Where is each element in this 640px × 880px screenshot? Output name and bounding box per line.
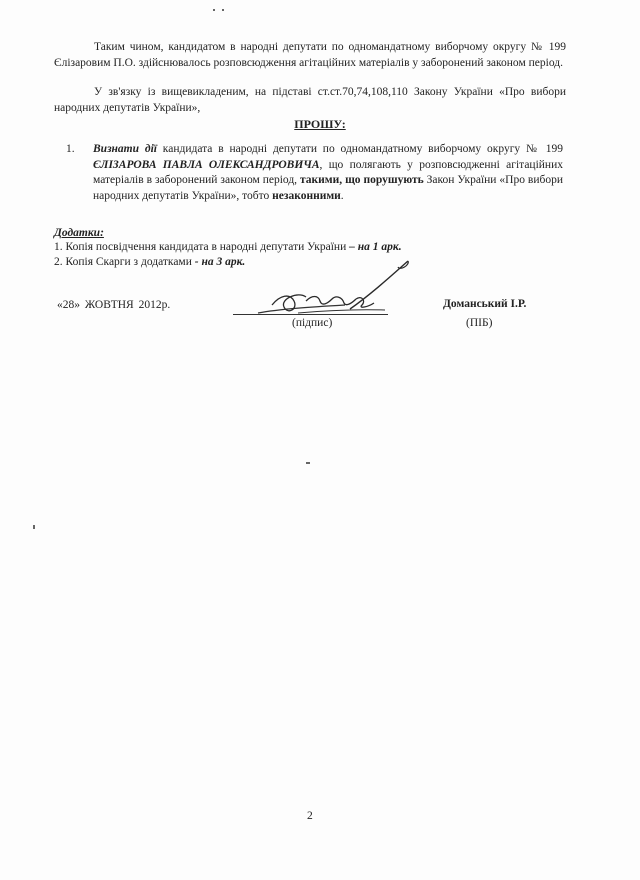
candidate-name: ЄЛІЗАРОВА ПАВЛА ОЛЕКСАНДРОВИЧА — [93, 158, 320, 171]
attachment-text: 2. Копія Скарги з додатками — [54, 256, 195, 268]
request-part1: Визнати дії — [93, 143, 157, 155]
attachment-item — [54, 241, 402, 253]
scan-speck — [33, 525, 35, 529]
scan-speck — [213, 9, 215, 11]
request-part8: . — [340, 189, 344, 202]
attachment-pages: - на 3 арк. — [194, 256, 246, 268]
signature-line — [233, 314, 388, 315]
scan-speck — [222, 9, 224, 11]
attachment-item — [54, 256, 245, 268]
paragraph-conclusion: Таким чином, кандидатом в народні депутати по одномандатному виборчому округу № 199 Єлізаровим П.О. здійснювалось розповсюдження агітаційних матеріалів у заборонений законом період. — [54, 41, 566, 69]
attachment-text: 1. Копія посвідчення кандидата в народні депутати України — [54, 241, 350, 253]
request-part6: Закон України «Про вибори народних депутатів України», тобто — [93, 174, 563, 202]
request-part2: кандидата в народні депутати по одномандатному виборчому округу № 199 — [156, 143, 563, 155]
request-text — [93, 142, 563, 204]
request-number: 1. — [66, 143, 75, 155]
signature-label: (підпис) — [292, 317, 333, 329]
signer-name: Доманський І.Р. — [443, 298, 527, 310]
request-heading: ПРОШУ: — [294, 117, 346, 131]
scan-speck — [306, 462, 310, 464]
paragraph-legal-basis: У зв'язку із вищевикладеним, на підставі ст.ст.70,74,108,110 Закону України «Про вибори народних депутатів України», — [54, 86, 566, 114]
pib-label: (ПІБ) — [466, 317, 493, 329]
document-date: «28» ЖОВТНЯ 2012р. — [57, 299, 171, 311]
request-part4: , що полягають у розповсюдженні агітаційних матеріалів в заборонений законом період, — [93, 158, 563, 186]
page-number: 2 — [307, 810, 313, 822]
request-part7: незаконними — [272, 189, 341, 202]
attachments-title: Додатки: — [54, 227, 104, 239]
attachment-pages: – на 1 арк. — [349, 241, 402, 253]
request-part5: такими, що порушують — [300, 174, 424, 186]
